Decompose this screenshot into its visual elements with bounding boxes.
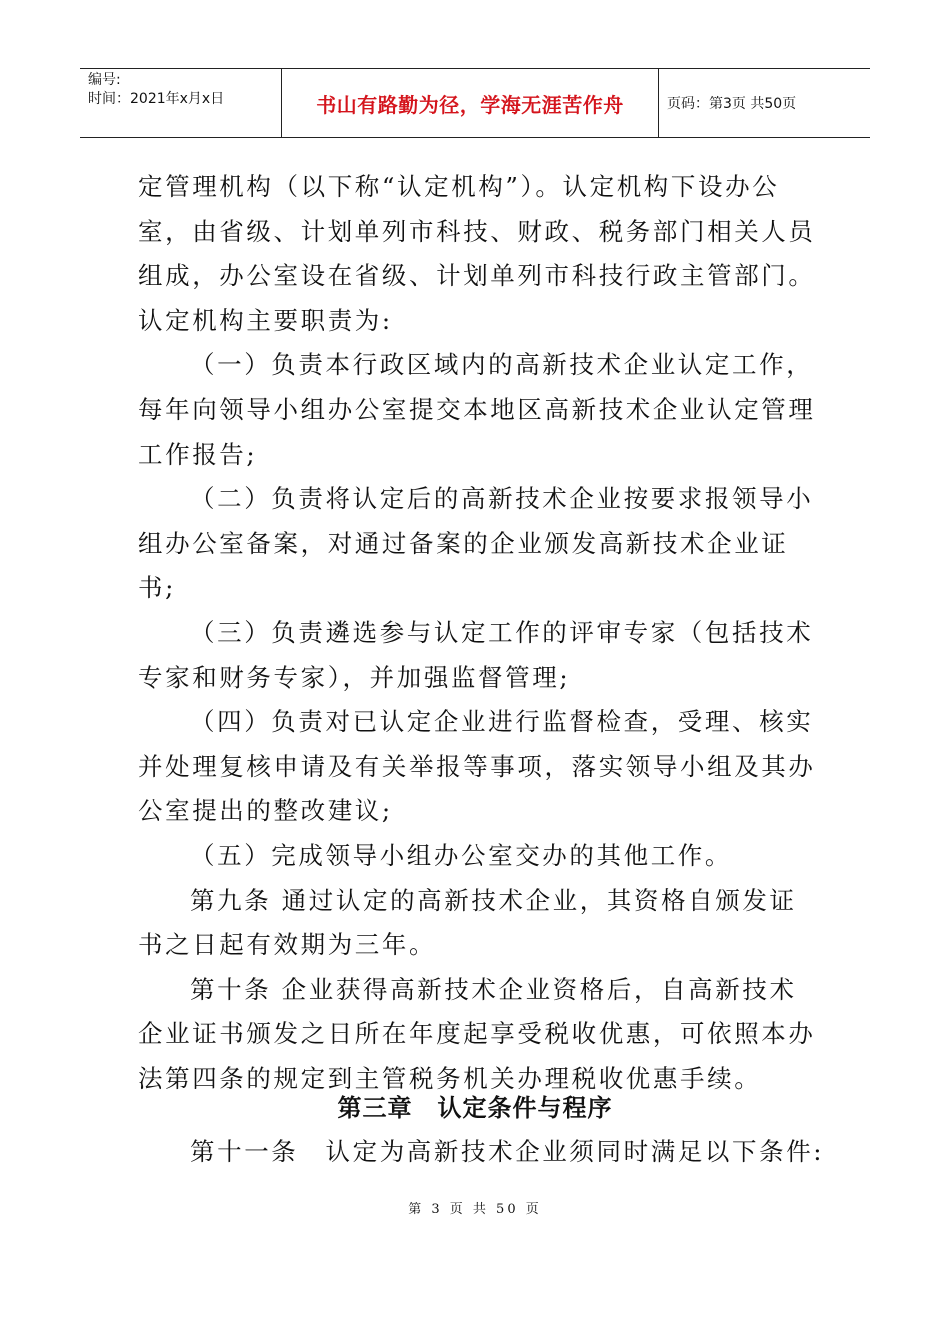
document-number-label: 编号: (88, 72, 121, 88)
document-body (138, 165, 818, 1101)
paragraph: （一）负责本行政区域内的高新技术企业认定工作，每年向领导小组办公室提交本地区高新技术企业认定管理工作报告; (138, 350, 816, 469)
header-meta (80, 69, 282, 137)
document-date: 时间：2021年x月x日 (88, 91, 225, 107)
paragraph: （二）负责将认定后的高新技术企业按要求报领导小组办公室备案，对通过备案的企业颁发高新技术企业证书; (138, 484, 814, 603)
paragraph: （四）负责对已认定企业进行监督检查，受理、核实并处理复核申请及有关举报等事项，落实领导小组及其办公室提出的整改建议; (138, 707, 816, 826)
paragraph: 第九条 通过认定的高新技术企业，其资格自颁发证书之日起有效期为三年。 (138, 885, 797, 960)
header-page-info: 页码：第3页 共50页 (667, 96, 797, 112)
paragraph: 第十一条 认定为高新技术企业须同时满足以下条件: (190, 1137, 825, 1166)
paragraph: （三）负责遴选参与认定工作的评审专家（包括技术专家和财务专家），并加强监督管理; (138, 617, 814, 692)
header-motto: 书山有路勤为径，学海无涯苦作舟 (282, 69, 659, 137)
paragraph: 定管理机构（以下称“认定机构”）。认定机构下设办公室，由省级、计划单列市科技、财政、税务部门相关人员组成，办公室设在省级、计划单列市科技行政主管部门。认定机构主要职责为: (138, 172, 816, 335)
paragraph: 第十条 企业获得高新技术企业资格后，自高新技术企业证书颁发之日所在年度起享受税收优惠，可依照本办法第四条的规定到主管税务机关办理税收优惠手续。 (138, 974, 816, 1093)
page-footer: 第 3 页 共 50 页 (408, 1202, 542, 1217)
paragraph: （五）完成领导小组办公室交办的其他工作。 (190, 840, 732, 870)
page-header (80, 68, 870, 138)
chapter-title: 第三章 认定条件与程序 (337, 1094, 613, 1122)
